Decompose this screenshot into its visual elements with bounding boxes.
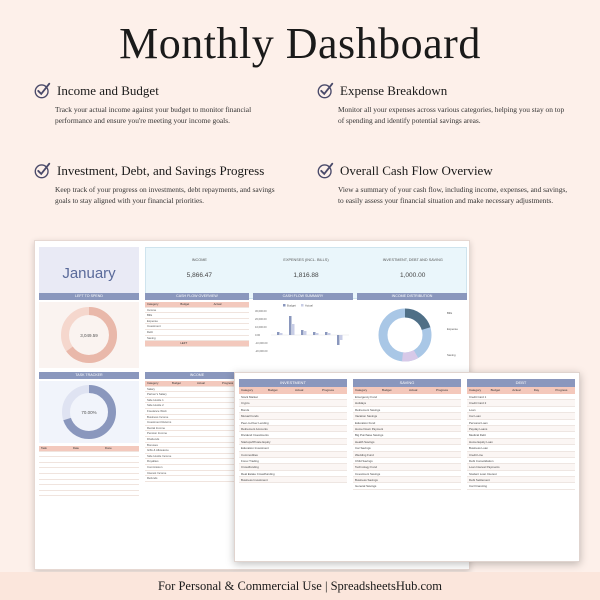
row-label: Investment Returns	[147, 420, 172, 425]
left-label: LEFT	[180, 341, 188, 346]
row-label: Wedding Fund	[355, 452, 374, 457]
row-label: Expense	[147, 318, 158, 323]
cash-flow-overview-header: CASH FLOW OVERVIEW	[145, 293, 249, 300]
col-progress: Progress	[555, 388, 568, 392]
legend-budget: Budget	[287, 303, 296, 308]
kpi-label: INVESTMENT, DEBT AND SAVING	[382, 258, 443, 262]
col-day: Day	[533, 388, 540, 392]
row-label: Startups/Private Equity	[241, 439, 271, 444]
row-label: Crypto	[241, 401, 250, 406]
row-label: Stock Market	[241, 395, 258, 399]
row-label: Loan Interest Payments	[469, 465, 500, 470]
task-tracker-panel	[39, 381, 139, 443]
col-actual: Actual	[197, 381, 205, 385]
kpi-income	[146, 248, 253, 298]
row-label: Education Fund	[355, 420, 376, 425]
col-date: Date	[73, 446, 79, 450]
bar	[340, 335, 343, 340]
row-label: Business Income	[147, 414, 169, 419]
debt-title: DEBT	[467, 379, 575, 387]
feature-cash-flow-overview	[317, 162, 572, 206]
kpi-label: INCOME	[191, 258, 207, 262]
table-row	[467, 483, 575, 489]
row-label: Business Loan	[469, 446, 488, 451]
feature-title: Overall Cash Flow Overview	[340, 162, 493, 178]
bar	[277, 332, 280, 335]
row-label: Student Loan Interest	[469, 471, 497, 476]
row-label: Pension Income	[147, 431, 168, 436]
row-label: Big Purchase Savings	[355, 433, 384, 438]
check-circle-icon	[34, 162, 51, 179]
label-expense: Expense	[447, 327, 458, 331]
col-actual: Actual	[512, 388, 521, 392]
col-category: Category	[147, 381, 159, 385]
check-circle-icon	[317, 162, 334, 179]
page-title: Monthly Dashboard	[119, 19, 481, 68]
table-header	[353, 387, 461, 394]
cash-flow-overview-table	[145, 302, 249, 368]
feature-investment-debt-savings	[34, 162, 289, 206]
row-label: Bonds	[241, 407, 250, 412]
row-label: Retirement Savings	[355, 407, 381, 412]
row-label: Investment Savings	[355, 471, 381, 476]
row-label: Peer-to-Peer Lending	[241, 420, 269, 425]
left-to-spend-header: LEFT TO SPEND	[39, 293, 139, 300]
row-label: Rental Income	[147, 425, 166, 430]
feature-title: Expense Breakdown	[340, 82, 448, 98]
col-budget: Budget	[490, 388, 501, 392]
row-label: Side Hustle 1	[147, 397, 164, 402]
row-label: Business Savings	[355, 478, 378, 483]
row-label: Commodities	[241, 452, 258, 457]
row-label: Salary	[147, 386, 155, 391]
bar	[325, 332, 328, 335]
row-label: Debt Consolidation	[469, 458, 494, 463]
row-label: Side Hustle 2	[147, 403, 164, 408]
row-label: Crowdfunding	[241, 465, 259, 470]
row-label: Gifts & Allowance	[147, 448, 169, 453]
col-done: Done	[105, 446, 112, 450]
row-label: Credit Line	[469, 452, 483, 457]
saving-table	[353, 379, 461, 490]
row-label: Child Savings	[355, 458, 373, 463]
col-budget: Budget	[180, 302, 190, 306]
y-tick: 30,000.00	[255, 310, 267, 313]
task-table	[39, 446, 139, 566]
left-to-spend-value: 3,049.59	[80, 333, 98, 338]
row-label: Side Hustle Income	[147, 453, 172, 458]
feature-desc: Track your actual income against your budget to monitor financial performance and ensure you're meeting your income goals.	[55, 105, 252, 125]
row-label: Retirement Accounts	[241, 426, 268, 431]
saving-title: SAVING	[353, 379, 461, 387]
row-label: Car Financing	[469, 484, 487, 489]
feature-income-budget	[34, 82, 289, 126]
table-header	[239, 387, 347, 394]
kpi-value: 1,816.88	[293, 272, 319, 279]
col-category: Category	[241, 388, 254, 392]
y-tick: 20,000.00	[255, 318, 267, 321]
task-tracker-donut	[39, 381, 139, 443]
y-tick: -20,000.00	[255, 350, 268, 353]
investment-table	[239, 379, 347, 483]
row-label: Refunds	[147, 476, 158, 481]
kpi-investment	[359, 248, 466, 298]
col-budget: Budget	[268, 388, 278, 392]
y-tick: -10,000.00	[255, 342, 268, 345]
col-category: Category	[355, 388, 368, 392]
bar	[280, 333, 283, 335]
bar	[289, 316, 292, 335]
bar	[328, 333, 331, 335]
row-label: Holidays	[355, 401, 367, 406]
bar	[313, 332, 316, 335]
bar	[316, 333, 319, 335]
row-label: Vacation Savings	[355, 414, 378, 419]
row-label: Personal Loan	[469, 420, 488, 425]
row-label: Bills	[147, 313, 153, 318]
feature-desc: Monitor all your expenses across various categories, helping you stay on top of spending and identify potential savings areas.	[338, 105, 565, 125]
bar	[337, 335, 340, 345]
kpi-value: 5,866.47	[186, 272, 212, 279]
row-label: Real Estate Crowdfunding	[241, 471, 275, 476]
legend-budget-swatch	[283, 304, 286, 307]
row-label: Car Loan	[469, 414, 481, 419]
row-label: Payday Loans	[469, 426, 488, 431]
y-tick: 10,000.00	[255, 326, 267, 329]
col-budget: Budget	[382, 388, 392, 392]
row-label: Technology Fund	[355, 465, 378, 470]
col-category: Category	[147, 302, 159, 306]
income-header: INCOME	[145, 372, 249, 379]
table-row	[239, 477, 347, 483]
income-distribution-chart	[357, 302, 467, 368]
row-label: Forex Trading	[241, 458, 259, 463]
left-row	[145, 341, 249, 347]
kpi-value: 1,000.00	[400, 272, 426, 279]
row-label: Mutual Funds	[241, 414, 259, 419]
investment-title: INVESTMENT	[239, 379, 347, 387]
month-title: January	[39, 247, 139, 299]
row-label: Home Equity Loan	[469, 439, 493, 444]
label-saving: Saving	[447, 353, 456, 357]
row-label: Education Investment	[241, 446, 269, 451]
row-label: Interest Income	[147, 470, 167, 475]
bar	[304, 331, 307, 335]
row-label: Car Savings	[355, 446, 371, 451]
row-label: Investment	[147, 324, 161, 329]
col-actual: Actual	[409, 388, 418, 392]
row-label: Saving	[147, 335, 156, 340]
check-circle-icon	[34, 82, 51, 99]
feature-desc: View a summary of your cash flow, including income, expenses, and savings, to easily assess your financial situation and make necessary adjustments.	[338, 185, 568, 205]
row-label: Royalties	[147, 459, 159, 464]
row-label: Freelance Work	[147, 408, 167, 413]
row-label: Debt	[147, 329, 153, 334]
row-label: Income	[147, 307, 157, 312]
table-row	[39, 491, 139, 497]
row-label: General Savings	[355, 484, 377, 489]
feature-title: Investment, Debt, and Savings Progress	[57, 162, 265, 178]
cash-flow-summary-chart	[253, 302, 353, 368]
row-label: Business Investment	[241, 478, 268, 483]
col-task: Task	[41, 446, 47, 450]
row-label: Commission	[147, 464, 163, 469]
feature-expense-breakdown	[317, 82, 572, 126]
col-category: Category	[469, 388, 482, 392]
footer-banner: For Personal & Commercial Use | SpreadsheetsHub.com	[0, 572, 600, 600]
col-actual: Actual	[213, 302, 222, 306]
row-label: Dividend Investments	[241, 433, 269, 438]
kpi-label: EXPENSES (INCL. BILLS)	[283, 258, 329, 262]
row-label: Loan	[469, 407, 476, 412]
cash-flow-summary-header: CASH FLOW SUMMARY	[253, 293, 353, 300]
col-actual: Actual	[295, 388, 304, 392]
col-progress: Progress	[322, 388, 335, 392]
debt-table	[467, 379, 575, 490]
kpi-expenses	[253, 248, 360, 298]
row-label: Dividends	[147, 436, 160, 441]
task-tracker-header: TASK TRACKER	[39, 372, 139, 379]
label-bills: Bills	[447, 311, 453, 315]
row-label: Home Down Payment	[355, 426, 384, 431]
row-label: Emergency Fund	[355, 395, 378, 399]
row-label: Medical Debt	[469, 433, 486, 438]
bar	[292, 324, 295, 335]
legend-actual-swatch	[301, 304, 304, 307]
table-row	[353, 483, 461, 489]
income-distribution-header: INCOME DISTRIBUTION	[357, 293, 467, 300]
bar	[301, 330, 304, 335]
y-tick: 0.00	[255, 334, 261, 337]
detail-sheet-preview	[234, 372, 580, 562]
row-label: Debt Settlement	[469, 478, 490, 483]
col-progress: Progress	[222, 381, 234, 385]
legend-actual: Actual	[305, 303, 313, 308]
feature-title: Income and Budget	[57, 82, 159, 98]
feature-desc: Keep track of your progress on investments, debt repayments, and savings goals to stay aligned with your financial priorities.	[55, 185, 275, 205]
row-label: Partner's Salary	[147, 392, 167, 397]
check-circle-icon	[317, 82, 334, 99]
left-to-spend-panel	[39, 302, 139, 368]
table-header	[467, 387, 575, 394]
task-tracker-value: 70.00%	[81, 410, 97, 415]
col-progress: Progress	[436, 388, 449, 392]
row-label: Bonuses	[147, 442, 158, 447]
row-label: Health Savings	[355, 439, 375, 444]
row-label: Credit Card 1	[469, 395, 487, 399]
row-label: Credit Card 2	[469, 401, 487, 406]
left-to-spend-donut	[39, 302, 139, 368]
kpi-bar	[145, 247, 467, 299]
col-budget: Budget	[172, 381, 181, 385]
